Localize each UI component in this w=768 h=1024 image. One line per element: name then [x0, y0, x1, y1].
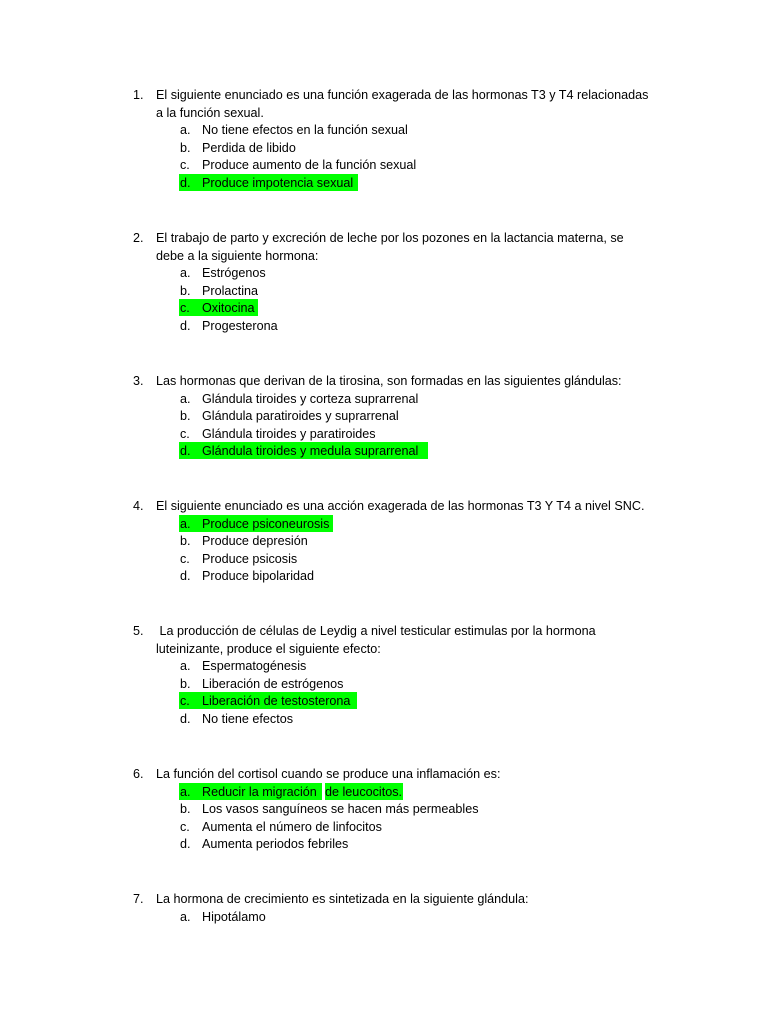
- option-letter: d.: [180, 569, 191, 583]
- question-text: El siguiente enunciado es una acción exagerada de las hormonas T3 Y T4 a nivel SNC.: [156, 499, 645, 513]
- option-text: Liberación de testosterona: [202, 694, 351, 708]
- option-letter: b.: [180, 283, 191, 298]
- option-text: Oxitocina: [202, 301, 255, 315]
- question-text: La producción de células de Leydig a nivel testicular estimulas por la hormona: [156, 624, 596, 638]
- option-letter: d.: [180, 444, 191, 458]
- option-text: Prolactina: [202, 283, 259, 298]
- option-letter: c.: [180, 694, 190, 708]
- option-text: No tiene efectos: [202, 711, 294, 726]
- option-text: Perdida de libido: [202, 140, 296, 155]
- option-text: No tiene efectos en la función sexual: [202, 123, 408, 137]
- option-text: Produce psicosis: [202, 551, 298, 566]
- option-letter: a.: [180, 123, 191, 137]
- option-letter: a.: [180, 516, 191, 531]
- option-letter: c.: [180, 819, 190, 834]
- option-letter: b.: [180, 676, 191, 691]
- option-text: Produce psiconeurosis: [202, 516, 330, 531]
- question-text: El siguiente enunciado es una función exagerada de las hormonas T3 y T4 relacionadas: [156, 88, 649, 102]
- option-text: Glándula tiroides y paratiroides: [202, 426, 376, 441]
- option-text: Produce bipolaridad: [202, 569, 315, 583]
- question-number: 4.: [133, 499, 144, 513]
- option-text: Espermatogénesis: [202, 659, 307, 673]
- option-letter: a.: [180, 909, 191, 924]
- option-letter: b.: [180, 534, 191, 548]
- option-letter: d.: [180, 711, 191, 726]
- question-text: La hormona de crecimiento es sintetizada en la siguiente glándula:: [156, 892, 529, 906]
- option-letter: a.: [180, 659, 191, 673]
- option-text: Produce aumento de la función sexual: [202, 158, 417, 172]
- question-text: La función del cortisol cuando se produce una inflamación es:: [156, 767, 501, 781]
- question-number: 6.: [133, 767, 144, 781]
- question-number: 5.: [133, 624, 144, 638]
- option-text: Glándula tiroides y medula suprarrenal: [202, 444, 419, 458]
- option-text: Reducir la migración: [202, 784, 317, 799]
- option-text: Glándula paratiroides y suprarrenal: [202, 409, 399, 423]
- question-text: a la función sexual.: [156, 106, 264, 120]
- option-letter: d.: [180, 175, 191, 190]
- option-letter: d.: [180, 837, 191, 851]
- option-letter: d.: [180, 318, 191, 333]
- option-letter: a.: [180, 391, 191, 406]
- option-letter: c.: [180, 301, 190, 315]
- option-text: Liberación de estrógenos: [202, 676, 344, 691]
- option-letter: b.: [180, 802, 191, 816]
- option-text: Progesterona: [202, 318, 278, 333]
- question-text: luteinizante, produce el siguiente efecto:: [156, 642, 381, 656]
- question-number: 7.: [133, 892, 144, 906]
- option-text: Aumenta el número de linfocitos: [202, 819, 382, 834]
- question-number: 3.: [133, 374, 144, 388]
- question-text: El trabajo de parto y excreción de leche por los pozones en la lactancia materna, se: [156, 231, 624, 245]
- option-text: Hipotálamo: [202, 909, 266, 924]
- question-text: debe a la siguiente hormona:: [156, 249, 319, 263]
- option-letter: a.: [180, 266, 191, 280]
- option-text: Glándula tiroides y corteza suprarrenal: [202, 391, 419, 406]
- option-text-continued: de leucocitos.: [325, 784, 403, 799]
- option-letter: b.: [180, 140, 191, 155]
- option-letter: b.: [180, 409, 191, 423]
- option-text: Produce depresión: [202, 534, 308, 548]
- option-text: Produce impotencia sexual: [202, 175, 354, 190]
- option-letter: a.: [180, 784, 191, 799]
- option-letter: c.: [180, 158, 190, 172]
- option-text: Los vasos sanguíneos se hacen más permeables: [202, 802, 479, 816]
- question-text: Las hormonas que derivan de la tirosina, son formadas en las siguientes glándulas:: [156, 374, 622, 388]
- option-letter: c.: [180, 426, 190, 441]
- question-number: 2.: [133, 231, 144, 245]
- question-number: 1.: [133, 88, 144, 102]
- option-text: Estrógenos: [202, 266, 266, 280]
- option-text: Aumenta periodos febriles: [202, 837, 349, 851]
- option-letter: c.: [180, 551, 190, 566]
